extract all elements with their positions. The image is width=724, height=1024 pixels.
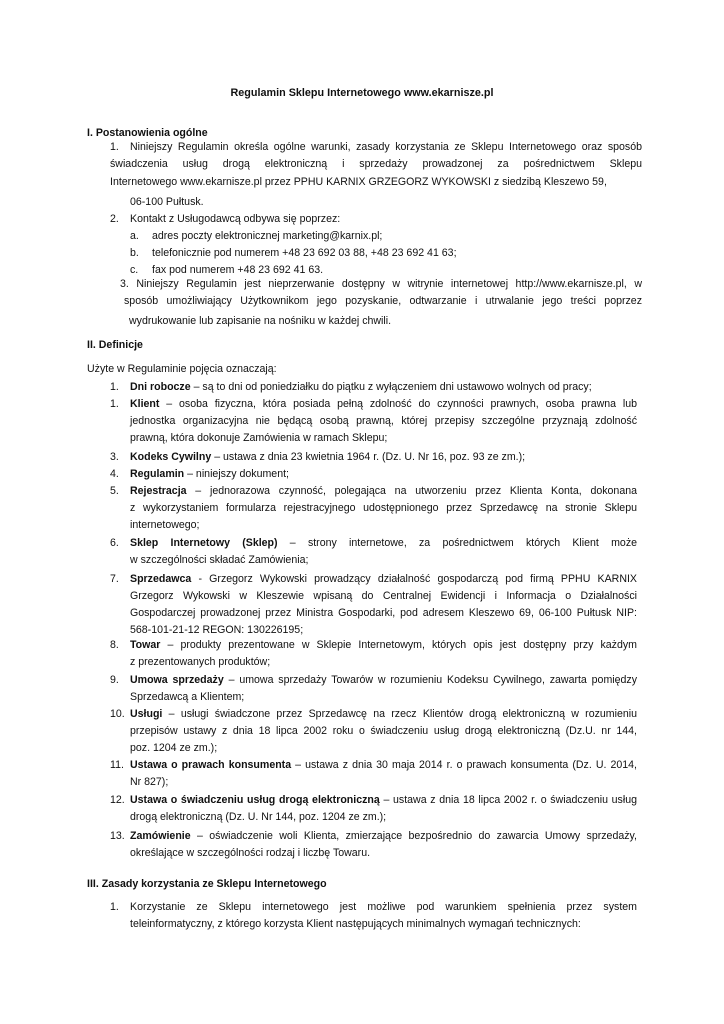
definition-line xyxy=(130,829,637,843)
s1-p2-number: 2. xyxy=(110,213,119,225)
s1-p1-line: 06-100 Pułtusk. xyxy=(130,196,204,208)
definition-line xyxy=(130,758,637,772)
s3-p1-line: Korzystanie ze Sklepu internetowego jest możliwe pod warunkiem spełnienia przez system xyxy=(130,901,637,913)
definition-number: 7. xyxy=(110,573,119,585)
section-3-heading: III. Zasady korzystania ze Sklepu Internetowego xyxy=(87,878,327,890)
s1-p3-line: wydrukowanie lub zapisanie na nośniku w każdej chwili. xyxy=(129,315,392,327)
definition-text: – strony internetowe, za pośrednictwem których Klient może xyxy=(277,537,638,549)
definition-number: 10. xyxy=(110,708,125,720)
definition-line: internetowego; xyxy=(130,519,200,531)
definition-line: 568-101-21-12 REGON: 130226195; xyxy=(130,624,304,636)
definition-term: Umowa sprzedaży xyxy=(130,674,224,686)
definition-text: – osoba fizyczna, która posiada pełną zdolność do czynności prawnych, osoba prawna lub xyxy=(159,398,637,410)
definition-text: – oświadczenie woli Klienta, zmierzające bezpośrednio do zawarcia Umowy sprzedaży, xyxy=(190,830,637,842)
s1-p1-line: świadczenia usług drogą elektroniczną i sprzedaży prowadzonej za pośrednictwem Sklepu xyxy=(110,158,642,170)
definition-line: drogą elektroniczną (Dz. U. Nr 144, poz. 1204 ze zm.); xyxy=(130,811,387,823)
s1-p1-number: 1. xyxy=(110,141,119,153)
definition-line xyxy=(130,450,525,464)
definition-term: Usługi xyxy=(130,708,163,720)
definition-text: – są to dni od poniedziałku do piątku z wyłączeniem dni ustawowo wolnych od pracy; xyxy=(190,381,592,393)
s1-p2-item-text: telefonicznie pod numerem +48 23 692 03 88, +48 23 692 41 63; xyxy=(152,247,457,259)
definition-line xyxy=(130,793,637,807)
definition-text: – niniejszy dokument; xyxy=(184,468,289,480)
definition-line: w szczególności składać Zamówienia; xyxy=(130,554,309,566)
definition-line xyxy=(130,397,637,411)
definition-text: – jednorazowa czynność, polegająca na utworzeniu przez Klienta Konta, dokonana xyxy=(186,485,637,497)
definition-line xyxy=(130,536,637,550)
s1-p3-line: 3. Niniejszy Regulamin jest nieprzerwanie dostępny w witrynie internetowej http://www.ekarnisze.pl, w xyxy=(120,278,642,290)
definition-number: 12. xyxy=(110,794,125,806)
definition-number: 13. xyxy=(110,830,125,842)
definition-text: – usługi świadczone przez Sprzedawcę na rzecz Klientów drogą elektroniczną w rozumieniu xyxy=(162,708,637,720)
definition-line: poz. 1204 ze zm.); xyxy=(130,742,218,754)
definition-line: prawną, która dokonuje Zamówienia w ramach Sklepu; xyxy=(130,432,388,444)
definition-line: przepisów ustawy z dnia 18 lipca 2002 roku o świadczeniu usług drogą elektroniczną (Dz.U. nr 144, xyxy=(130,725,637,737)
s3-p1-number: 1. xyxy=(110,901,119,913)
s1-p3-line: sposób umożliwiający Użytkownikom jego pozyskanie, odtwarzanie i utrwalanie jego treści poprzez xyxy=(124,295,642,307)
definition-line xyxy=(130,638,637,652)
definition-line: określające w szczególności rodzaj i liczbę Towaru. xyxy=(130,847,371,859)
definition-line xyxy=(130,572,637,586)
definition-number: 5. xyxy=(110,485,119,497)
document-title: Regulamin Sklepu Internetowego www.ekarnisze.pl xyxy=(230,87,494,99)
section-2-heading: II. Definicje xyxy=(87,339,143,351)
s1-p2-item-text: adres poczty elektronicznej marketing@karnix.pl; xyxy=(152,230,383,242)
s1-p2-item-text: fax pod numerem +48 23 692 41 63. xyxy=(152,264,324,276)
s1-p1-line: Internetowego www.ekarnisze.pl przez PPHU KARNIX GRZEGORZ WYKOWSKI z siedzibą Kleszewo 59, xyxy=(110,176,607,188)
definition-term: Ustawa o prawach konsumenta xyxy=(130,759,292,771)
definition-term: Regulamin xyxy=(130,468,185,480)
s1-p1-line: Niniejszy Regulamin określa ogólne warunki, zasady korzystania ze Sklepu Internetowego oraz sposób xyxy=(130,141,642,153)
definition-line xyxy=(130,484,637,498)
definition-number: 4. xyxy=(110,468,119,480)
s1-p2-item-letter: c. xyxy=(130,264,139,276)
definition-term: Sprzedawca xyxy=(130,573,192,585)
definitions-intro: Użyte w Regulaminie pojęcia oznaczają: xyxy=(87,363,277,375)
definition-text: – ustawa z dnia 23 kwietnia 1964 r. (Dz. U. Nr 16, poz. 93 ze zm.); xyxy=(211,451,526,463)
definition-term: Zamówienie xyxy=(130,830,191,842)
definition-line: Sprzedawcą a Klientem; xyxy=(130,691,245,703)
definition-term: Dni robocze xyxy=(130,381,191,393)
definition-text: – ustawa z dnia 30 maja 2014 r. o prawach konsumenta (Dz. U. 2014, xyxy=(291,759,637,771)
definition-line xyxy=(130,673,637,687)
s1-p2-item-letter: b. xyxy=(130,247,139,259)
s1-p2-item-letter: a. xyxy=(130,230,139,242)
definition-term: Klient xyxy=(130,398,160,410)
definition-number: 1. xyxy=(110,381,119,393)
definition-text: - Grzegorz Wykowski prowadzący działalność gospodarczą pod firmą PPHU KARNIX xyxy=(191,573,637,585)
definition-line xyxy=(130,380,592,394)
definition-number: 6. xyxy=(110,537,119,549)
definition-term: Ustawa o świadczeniu usług drogą elektroniczną xyxy=(130,794,380,806)
definition-line xyxy=(130,467,289,481)
definition-number: 8. xyxy=(110,639,119,651)
definition-number: 3. xyxy=(110,451,119,463)
definition-term: Sklep Internetowy (Sklep) xyxy=(130,537,278,549)
s3-p1-line: teleinformatyczny, z którego korzysta Klient następujących minimalnych wymagań technicznych: xyxy=(130,918,581,930)
section-1-heading: I. Postanowienia ogólne xyxy=(87,127,208,139)
definition-term: Kodeks Cywilny xyxy=(130,451,212,463)
definition-text: – produkty prezentowane w Sklepie Internetowym, których opis jest dostępny przy każdym xyxy=(160,639,637,651)
definition-text: – umowa sprzedaży Towarów w rozumieniu Kodeksu Cywilnego, zawarta pomiędzy xyxy=(223,674,638,686)
definition-term: Towar xyxy=(130,639,161,651)
definition-number: 11. xyxy=(110,759,124,771)
definition-line: z prezentowanych produktów; xyxy=(130,656,271,668)
definition-term: Rejestracja xyxy=(130,485,187,497)
definition-line: Nr 827); xyxy=(130,776,169,788)
definition-number: 9. xyxy=(110,674,119,686)
definition-line: z wykorzystaniem formularza rejestracyjnego udostępnionego przez Sprzedawcę na stronie Sklepu xyxy=(130,502,637,514)
definition-number: 1. xyxy=(110,398,119,410)
definition-line: Grzegorz Wykowski w Kleszewie wpisaną do Centralnej Ewidencji i Informacja o Działalności xyxy=(130,590,637,602)
s1-p2-text: Kontakt z Usługodawcą odbywa się poprzez: xyxy=(130,213,341,225)
definition-line xyxy=(130,707,637,721)
definition-line: jednostka organizacyjna nie będącą osobą prawną, której przepisy szczególne przyznają zdolność xyxy=(130,415,637,427)
definition-line: Gospodarczej prowadzonej przez Ministra Gospodarki, pod adresem Kleszewo 69, 06-100 Pułtusk NIP: xyxy=(130,607,637,619)
definition-text: – ustawa z dnia 18 lipca 2002 r. o świadczeniu usług xyxy=(379,794,637,806)
